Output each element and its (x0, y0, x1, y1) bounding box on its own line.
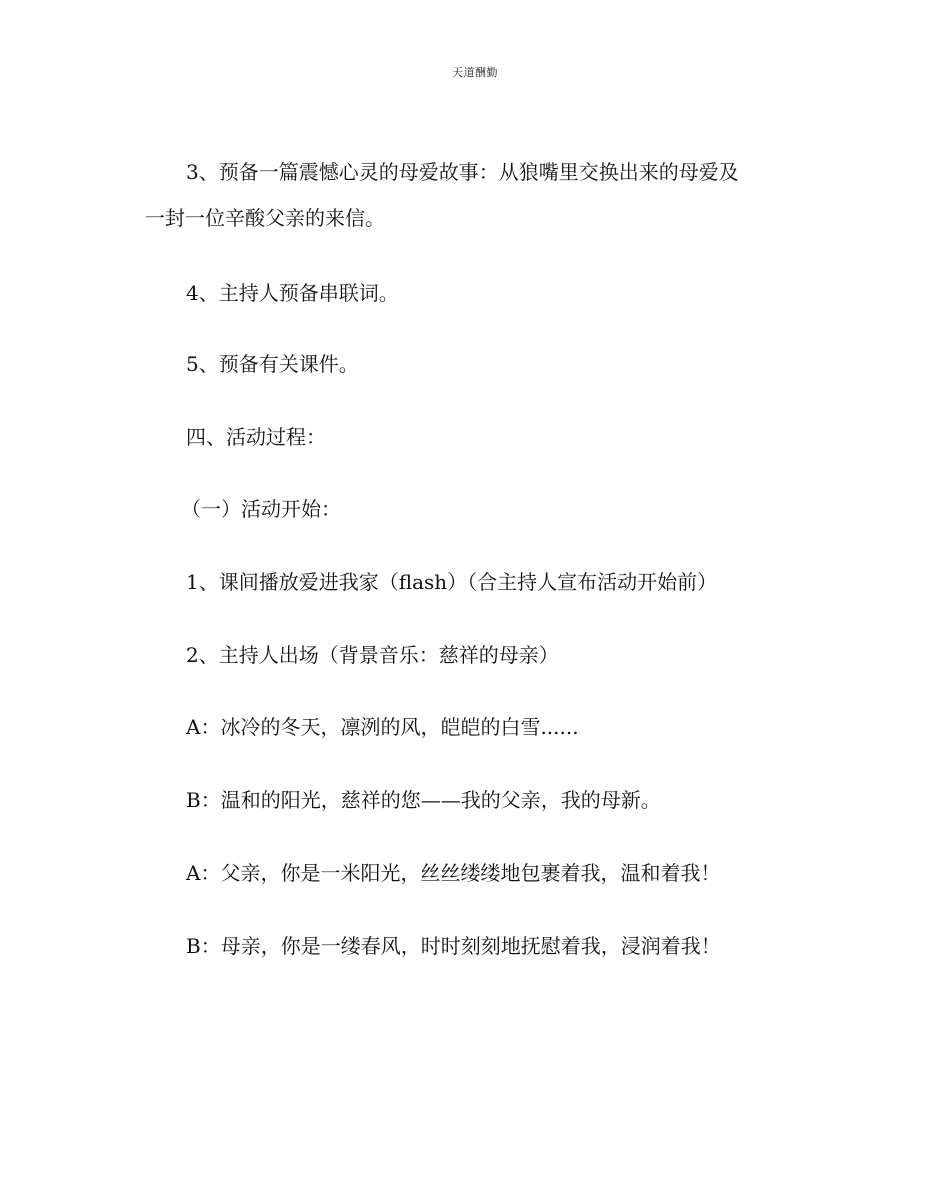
paragraph-6: 1、课间播放爱进我家（flash）（合主持人宣布活动开始前） (186, 570, 718, 594)
dialogue-line-b-1: B：温和的阳光，慈祥的您——我的父亲，我的母新。 (186, 788, 661, 812)
paragraph-3: 5、预备有关课件。 (186, 352, 359, 376)
paragraph-7: 2、主持人出场（背景音乐：慈祥的母亲） (186, 643, 559, 667)
paragraph-1-line-1: 3、预备一篇震憾心灵的母爱故事：从狼嘴里交换出来的母爱及 (186, 160, 739, 184)
page-header: 天道酬勤 (452, 66, 498, 79)
paragraph-1-line-2: 一封一位辛酸父亲的来信。 (145, 206, 385, 230)
dialogue-line-a-2: A：父亲，你是一米阳光，丝丝缕缕地包裹着我，温和着我！ (186, 861, 721, 885)
subsection-heading-activity-start: （一）活动开始： (181, 497, 341, 521)
section-heading-activity-process: 四、活动过程： (186, 425, 326, 449)
dialogue-line-a-1: A：冰冷的冬天，凛洌的风，皑皑的白雪...... (186, 715, 579, 739)
dialogue-line-b-2: B：母亲，你是一缕春风，时时刻刻地抚慰着我，浸润着我！ (186, 934, 721, 958)
paragraph-2: 4、主持人预备串联词。 (186, 281, 399, 305)
